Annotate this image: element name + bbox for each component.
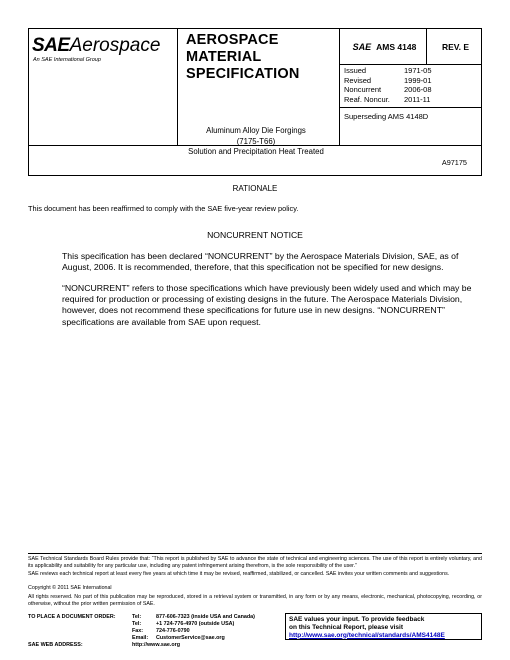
tel2-label: Tel: (132, 620, 142, 627)
date-row (344, 76, 432, 86)
title-line: MATERIAL (186, 49, 262, 65)
document-id: A97175 (441, 158, 467, 167)
web-link[interactable]: http://www.sae.org (132, 641, 181, 648)
date-row (344, 85, 432, 95)
logo-sae-text: SAE (32, 35, 70, 56)
logo-subtitle: An SAE International Group (33, 57, 101, 63)
footer-review: SAE reviews each technical report at least every five years at which time it may be revised, reaffirmed, stabilized, or cancelled. SAE invites your written comments and suggestions. (28, 571, 450, 577)
subtitle-line: Solution and Precipitation Heat Treated (188, 147, 324, 156)
rationale-text: This document has been reaffirmed to comply with the SAE five-year review policy. (28, 204, 299, 213)
sae-aerospace-logo (32, 35, 172, 67)
noncurrent-heading: NONCURRENT NOTICE (207, 230, 303, 240)
web-label: SAE WEB ADDRESS: (28, 641, 83, 648)
noncurrent-paragraph-2: “NONCURRENT” refers to those specifications which have previously been widely used and which may be required for production or processing of existing designs in the future. The Aerospace Materials Division, however, does not recommend these specifications for future use in new designs. “NONCURRENT” specifications are available from SAE upon request. (62, 283, 472, 327)
feedback-link[interactable]: http://www.sae.org/technical/standards/AMS4148E (289, 631, 445, 639)
feedback-line-2: on this Technical Report, please visit (289, 623, 404, 631)
document-subtitle (29, 126, 483, 158)
email-label: Email: (132, 634, 149, 641)
superseding-note: Superseding AMS 4148D (344, 112, 429, 121)
logo-aerospace-text: Aerospace (69, 35, 161, 56)
title-line: SPECIFICATION (186, 66, 300, 82)
subtitle-line: Aluminum Alloy Die Forgings (206, 126, 306, 135)
feedback-box (285, 613, 482, 640)
order-label: TO PLACE A DOCUMENT ORDER: (28, 614, 116, 620)
divider (339, 107, 481, 108)
revision: REV. E (441, 41, 470, 52)
sae-mini-logo: SAE (352, 41, 372, 52)
footer-divider (28, 553, 482, 554)
date-label: Noncurrent (344, 85, 382, 95)
date-label: Reaf. Noncur. (344, 94, 390, 104)
date-row (344, 95, 432, 105)
tel-value[interactable]: 877-606-7323 (inside USA and Canada) (156, 614, 255, 620)
subtitle-box (28, 118, 482, 176)
date-label: Revised (344, 75, 372, 85)
date-list (344, 66, 432, 104)
date-value: 2011-11 (404, 94, 431, 104)
date-value: 1999-01 (404, 75, 432, 85)
footer-rules: SAE Technical Standards Board Rules provide that: “This report is published by SAE to advance the state of technical and engineering sciences. The use of this report is entirely voluntary, and its applicability and suitability for any particular use, including any patent infringement arising therefrom, is the sole responsibility of the user.” (28, 556, 482, 569)
footer-rights: All rights reserved. No part of this publication may be reproduced, stored in a retrieval system or transmitted, in any form or by any means, electronic, mechanical, photocopying, recording, or otherwise, without the prior written permission of SAE. (28, 594, 482, 607)
revision-cell (428, 29, 483, 64)
noncurrent-paragraph-1: This specification has been declared “NONCURRENT” by the Aerospace Materials Division, SAE, as of August, 2006. It is recommended, therefore, that this specification not be specified for new designs. (62, 251, 459, 273)
date-value: 2006-08 (404, 85, 432, 95)
date-label: Issued (344, 66, 367, 75)
feedback-line-1: SAE values your input. To provide feedback (289, 616, 425, 623)
rationale-heading: RATIONALE (232, 184, 278, 193)
ams-number: AMS 4148 (376, 41, 417, 52)
ams-number-cell (341, 29, 428, 64)
divider (339, 64, 481, 65)
fax-label: Fax: (132, 627, 144, 634)
tel2-value[interactable]: +1 724-776-4970 (outside USA) (156, 620, 235, 627)
subtitle-line: (7175-T66) (236, 136, 276, 146)
date-value: 1971-05 (404, 66, 432, 75)
title-line: AEROSPACE (186, 32, 279, 48)
tel-label: Tel: (132, 614, 142, 620)
email-link[interactable]: CustomerService@sae.org (156, 634, 225, 641)
page-title (186, 32, 300, 83)
date-row (344, 66, 432, 76)
order-info (28, 614, 259, 649)
footer-copyright: Copyright © 2011 SAE International (28, 585, 112, 591)
fax-value: 724-776-0790 (156, 627, 190, 634)
